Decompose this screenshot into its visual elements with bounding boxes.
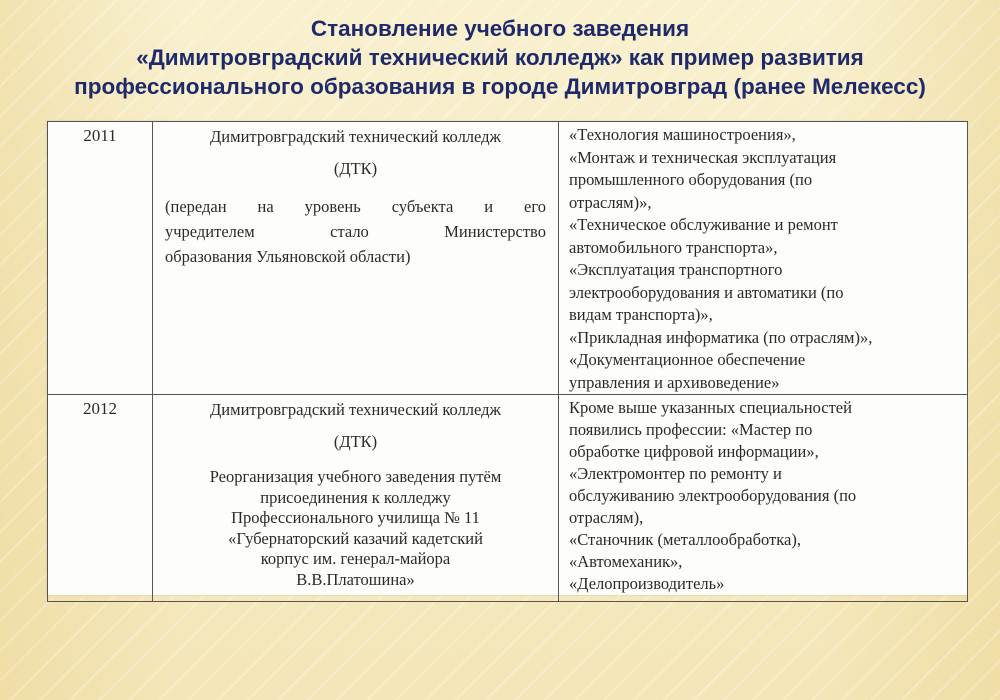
history-table (47, 121, 968, 602)
specialty-line: «Делопроизводитель» (569, 574, 725, 593)
specialty-line: «Прикладная информатика (по отраслям)», (569, 327, 873, 347)
table-row (48, 395, 968, 602)
institution-cell (153, 395, 559, 602)
note-line: присоединения к колледжу (260, 487, 451, 507)
note-line: образования Ульяновской области) (165, 247, 411, 266)
year-cell: 2012 (48, 395, 153, 602)
institution-cell (153, 122, 559, 395)
specialty-line: «Автомеханик», (569, 552, 683, 571)
institution-name: Димитровградский технический колледж (210, 127, 501, 146)
specialty-line: появились профессии: «Мастер по (569, 420, 813, 439)
slide-title-line: Становление учебного заведения (310, 16, 690, 41)
slide-title (0, 14, 1000, 101)
specialty-line: «Электромонтер по ремонту и (569, 464, 782, 483)
note-line: Профессионального училища № 11 (231, 508, 480, 527)
history-table-image (47, 121, 967, 595)
specialty-line: Кроме выше указанных специальностей (569, 398, 852, 417)
note-line: «Губернаторский казачий кадетский (228, 528, 483, 548)
institution-name: Димитровградский технический колледж (210, 400, 501, 419)
specialty-line: обслуживанию электрооборудования (по (569, 486, 857, 505)
specialty-line: «Техническое обслуживание и ремонт (569, 215, 838, 234)
note-line: В.В.Платошина» (296, 569, 415, 589)
specialty-line: видам транспорта)», (569, 305, 713, 324)
note-line: Реорганизация учебного заведения путём (209, 467, 502, 486)
table-row (48, 122, 968, 395)
specialty-line: «Технология машиностроения», (569, 125, 796, 144)
note-line: (передан на уровень субъекта и его (165, 197, 546, 216)
specialty-line: «Станочник (металлообработка), (569, 530, 801, 549)
specialty-line: «Эксплуатация транспортного (569, 260, 783, 279)
institution-note (165, 467, 546, 590)
institution-abbreviation: (ДТК) (333, 159, 378, 178)
specialty-line: отраслям)», (569, 192, 652, 212)
specialty-line: «Документационное обеспечение (569, 350, 806, 369)
institution-abbreviation: (ДТК) (333, 432, 378, 451)
specialty-line: обработке цифровой информации», (569, 442, 819, 461)
year-cell: 2011 (48, 122, 153, 395)
specialty-line: промышленного оборудования (по (569, 170, 813, 189)
note-line: учредителем стало Министерство (165, 222, 546, 241)
specialty-line: отраслям), (569, 508, 644, 527)
specialties-cell (559, 122, 968, 395)
note-line: корпус им. генерал-майора (260, 549, 451, 568)
specialty-line: электрооборудования и автоматики (по (569, 282, 844, 302)
slide-title-line: «Димитровградский технический колледж» как пример развития (136, 45, 864, 70)
specialty-line: управления и архивоведение» (569, 372, 780, 392)
slide-title-line: профессионального образования в городе Димитровград (ранее Мелекесс) (74, 74, 926, 99)
specialties-cell (559, 395, 968, 602)
specialty-line: «Монтаж и техническая эксплуатация (569, 147, 837, 167)
specialty-line: автомобильного транспорта», (569, 237, 778, 257)
institution-note (165, 194, 546, 269)
